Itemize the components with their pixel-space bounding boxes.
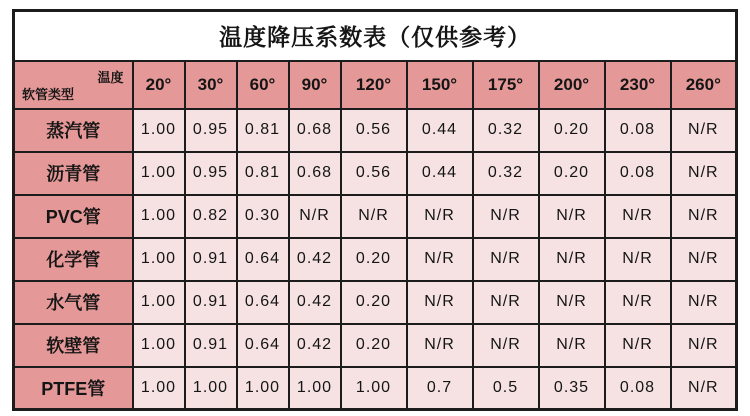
- hose-type-label: 软壁管: [14, 324, 133, 367]
- coefficient-value-cell: N/R: [671, 152, 737, 195]
- coefficient-value-cell: 0.68: [289, 152, 341, 195]
- coefficient-value-cell: 0.20: [539, 152, 605, 195]
- coefficient-value-cell: N/R: [671, 109, 737, 152]
- coefficient-value-cell: 0.64: [237, 324, 289, 367]
- table-row: [14, 195, 737, 238]
- coefficient-value-cell: 0.20: [539, 109, 605, 152]
- hose-type-label: 沥青管: [14, 152, 133, 195]
- temperature-header-cell: 230°: [605, 61, 671, 109]
- coefficient-value-cell: N/R: [539, 324, 605, 367]
- coefficient-value-cell: N/R: [407, 238, 473, 281]
- coefficient-value-cell: 1.00: [133, 109, 185, 152]
- table-row: [14, 152, 737, 195]
- coefficient-value-cell: N/R: [473, 324, 539, 367]
- coefficient-value-cell: 0.35: [539, 367, 605, 410]
- coefficient-value-cell: 0.81: [237, 152, 289, 195]
- table-header-row: [14, 61, 737, 109]
- hose-type-label: PTFE管: [14, 367, 133, 410]
- hose-type-label: 水气管: [14, 281, 133, 324]
- temperature-header-cell: 175°: [473, 61, 539, 109]
- coefficient-value-cell: 1.00: [289, 367, 341, 410]
- corner-label-hose-type: 软管类型: [22, 86, 75, 102]
- temperature-header-cell: 200°: [539, 61, 605, 109]
- coefficient-value-cell: 0.91: [185, 238, 237, 281]
- coefficient-value-cell: 0.20: [341, 238, 407, 281]
- temperature-derating-table: [12, 9, 738, 411]
- temperature-header-cell: 150°: [407, 61, 473, 109]
- coefficient-value-cell: N/R: [539, 238, 605, 281]
- coefficient-value-cell: N/R: [671, 195, 737, 238]
- coefficient-value-cell: N/R: [407, 324, 473, 367]
- hose-type-label: 化学管: [14, 238, 133, 281]
- coefficient-value-cell: 0.32: [473, 152, 539, 195]
- coefficient-value-cell: 1.00: [237, 367, 289, 410]
- table-title-row: [14, 11, 737, 61]
- coefficient-value-cell: 1.00: [133, 238, 185, 281]
- coefficient-value-cell: 0.81: [237, 109, 289, 152]
- temperature-header-cell: 60°: [237, 61, 289, 109]
- coefficient-value-cell: N/R: [605, 281, 671, 324]
- coefficient-value-cell: 0.42: [289, 324, 341, 367]
- coefficient-value-cell: N/R: [539, 195, 605, 238]
- coefficient-value-cell: N/R: [473, 281, 539, 324]
- coefficient-value-cell: N/R: [407, 195, 473, 238]
- temperature-header-cell: 90°: [289, 61, 341, 109]
- coefficient-value-cell: 0.82: [185, 195, 237, 238]
- corner-header-cell: [14, 61, 133, 109]
- coefficient-value-cell: 1.00: [341, 367, 407, 410]
- table-row: [14, 367, 737, 410]
- corner-label-temperature: 温度: [97, 69, 124, 85]
- coefficient-value-cell: 1.00: [133, 324, 185, 367]
- coefficient-value-cell: N/R: [671, 367, 737, 410]
- coefficient-value-cell: N/R: [605, 195, 671, 238]
- coefficient-value-cell: 0.08: [605, 367, 671, 410]
- table-row: [14, 281, 737, 324]
- coefficient-value-cell: N/R: [341, 195, 407, 238]
- coefficient-value-cell: 0.95: [185, 109, 237, 152]
- table-row: [14, 324, 737, 367]
- coefficient-value-cell: 1.00: [133, 281, 185, 324]
- table-title: 温度降压系数表（仅供参考）: [14, 11, 737, 61]
- coefficient-value-cell: 0.08: [605, 152, 671, 195]
- coefficient-value-cell: 0.64: [237, 281, 289, 324]
- coefficient-value-cell: N/R: [473, 238, 539, 281]
- coefficient-value-cell: 1.00: [133, 152, 185, 195]
- coefficient-value-cell: 0.68: [289, 109, 341, 152]
- coefficient-table-container: [12, 9, 738, 407]
- coefficient-value-cell: 0.08: [605, 109, 671, 152]
- coefficient-value-cell: 0.20: [341, 324, 407, 367]
- coefficient-value-cell: N/R: [671, 238, 737, 281]
- coefficient-value-cell: N/R: [605, 238, 671, 281]
- coefficient-value-cell: 0.42: [289, 238, 341, 281]
- coefficient-value-cell: 1.00: [133, 367, 185, 410]
- coefficient-value-cell: 0.91: [185, 324, 237, 367]
- coefficient-value-cell: 1.00: [185, 367, 237, 410]
- coefficient-value-cell: N/R: [605, 324, 671, 367]
- coefficient-value-cell: 0.91: [185, 281, 237, 324]
- coefficient-value-cell: 0.5: [473, 367, 539, 410]
- coefficient-value-cell: 0.44: [407, 152, 473, 195]
- coefficient-value-cell: 0.56: [341, 109, 407, 152]
- hose-type-label: 蒸汽管: [14, 109, 133, 152]
- coefficient-value-cell: N/R: [473, 195, 539, 238]
- coefficient-value-cell: 0.20: [341, 281, 407, 324]
- coefficient-value-cell: N/R: [407, 281, 473, 324]
- coefficient-value-cell: 0.42: [289, 281, 341, 324]
- temperature-header-cell: 20°: [133, 61, 185, 109]
- coefficient-value-cell: 0.56: [341, 152, 407, 195]
- coefficient-value-cell: 0.7: [407, 367, 473, 410]
- coefficient-value-cell: 0.64: [237, 238, 289, 281]
- coefficient-value-cell: 0.95: [185, 152, 237, 195]
- temperature-header-cell: 260°: [671, 61, 737, 109]
- coefficient-value-cell: N/R: [289, 195, 341, 238]
- coefficient-value-cell: N/R: [539, 281, 605, 324]
- temperature-header-cell: 120°: [341, 61, 407, 109]
- temperature-header-cell: 30°: [185, 61, 237, 109]
- coefficient-value-cell: 0.32: [473, 109, 539, 152]
- coefficient-value-cell: 1.00: [133, 195, 185, 238]
- hose-type-label: PVC管: [14, 195, 133, 238]
- table-row: [14, 238, 737, 281]
- coefficient-value-cell: N/R: [671, 281, 737, 324]
- coefficient-value-cell: N/R: [671, 324, 737, 367]
- table-row: [14, 109, 737, 152]
- coefficient-value-cell: 0.44: [407, 109, 473, 152]
- coefficient-value-cell: 0.30: [237, 195, 289, 238]
